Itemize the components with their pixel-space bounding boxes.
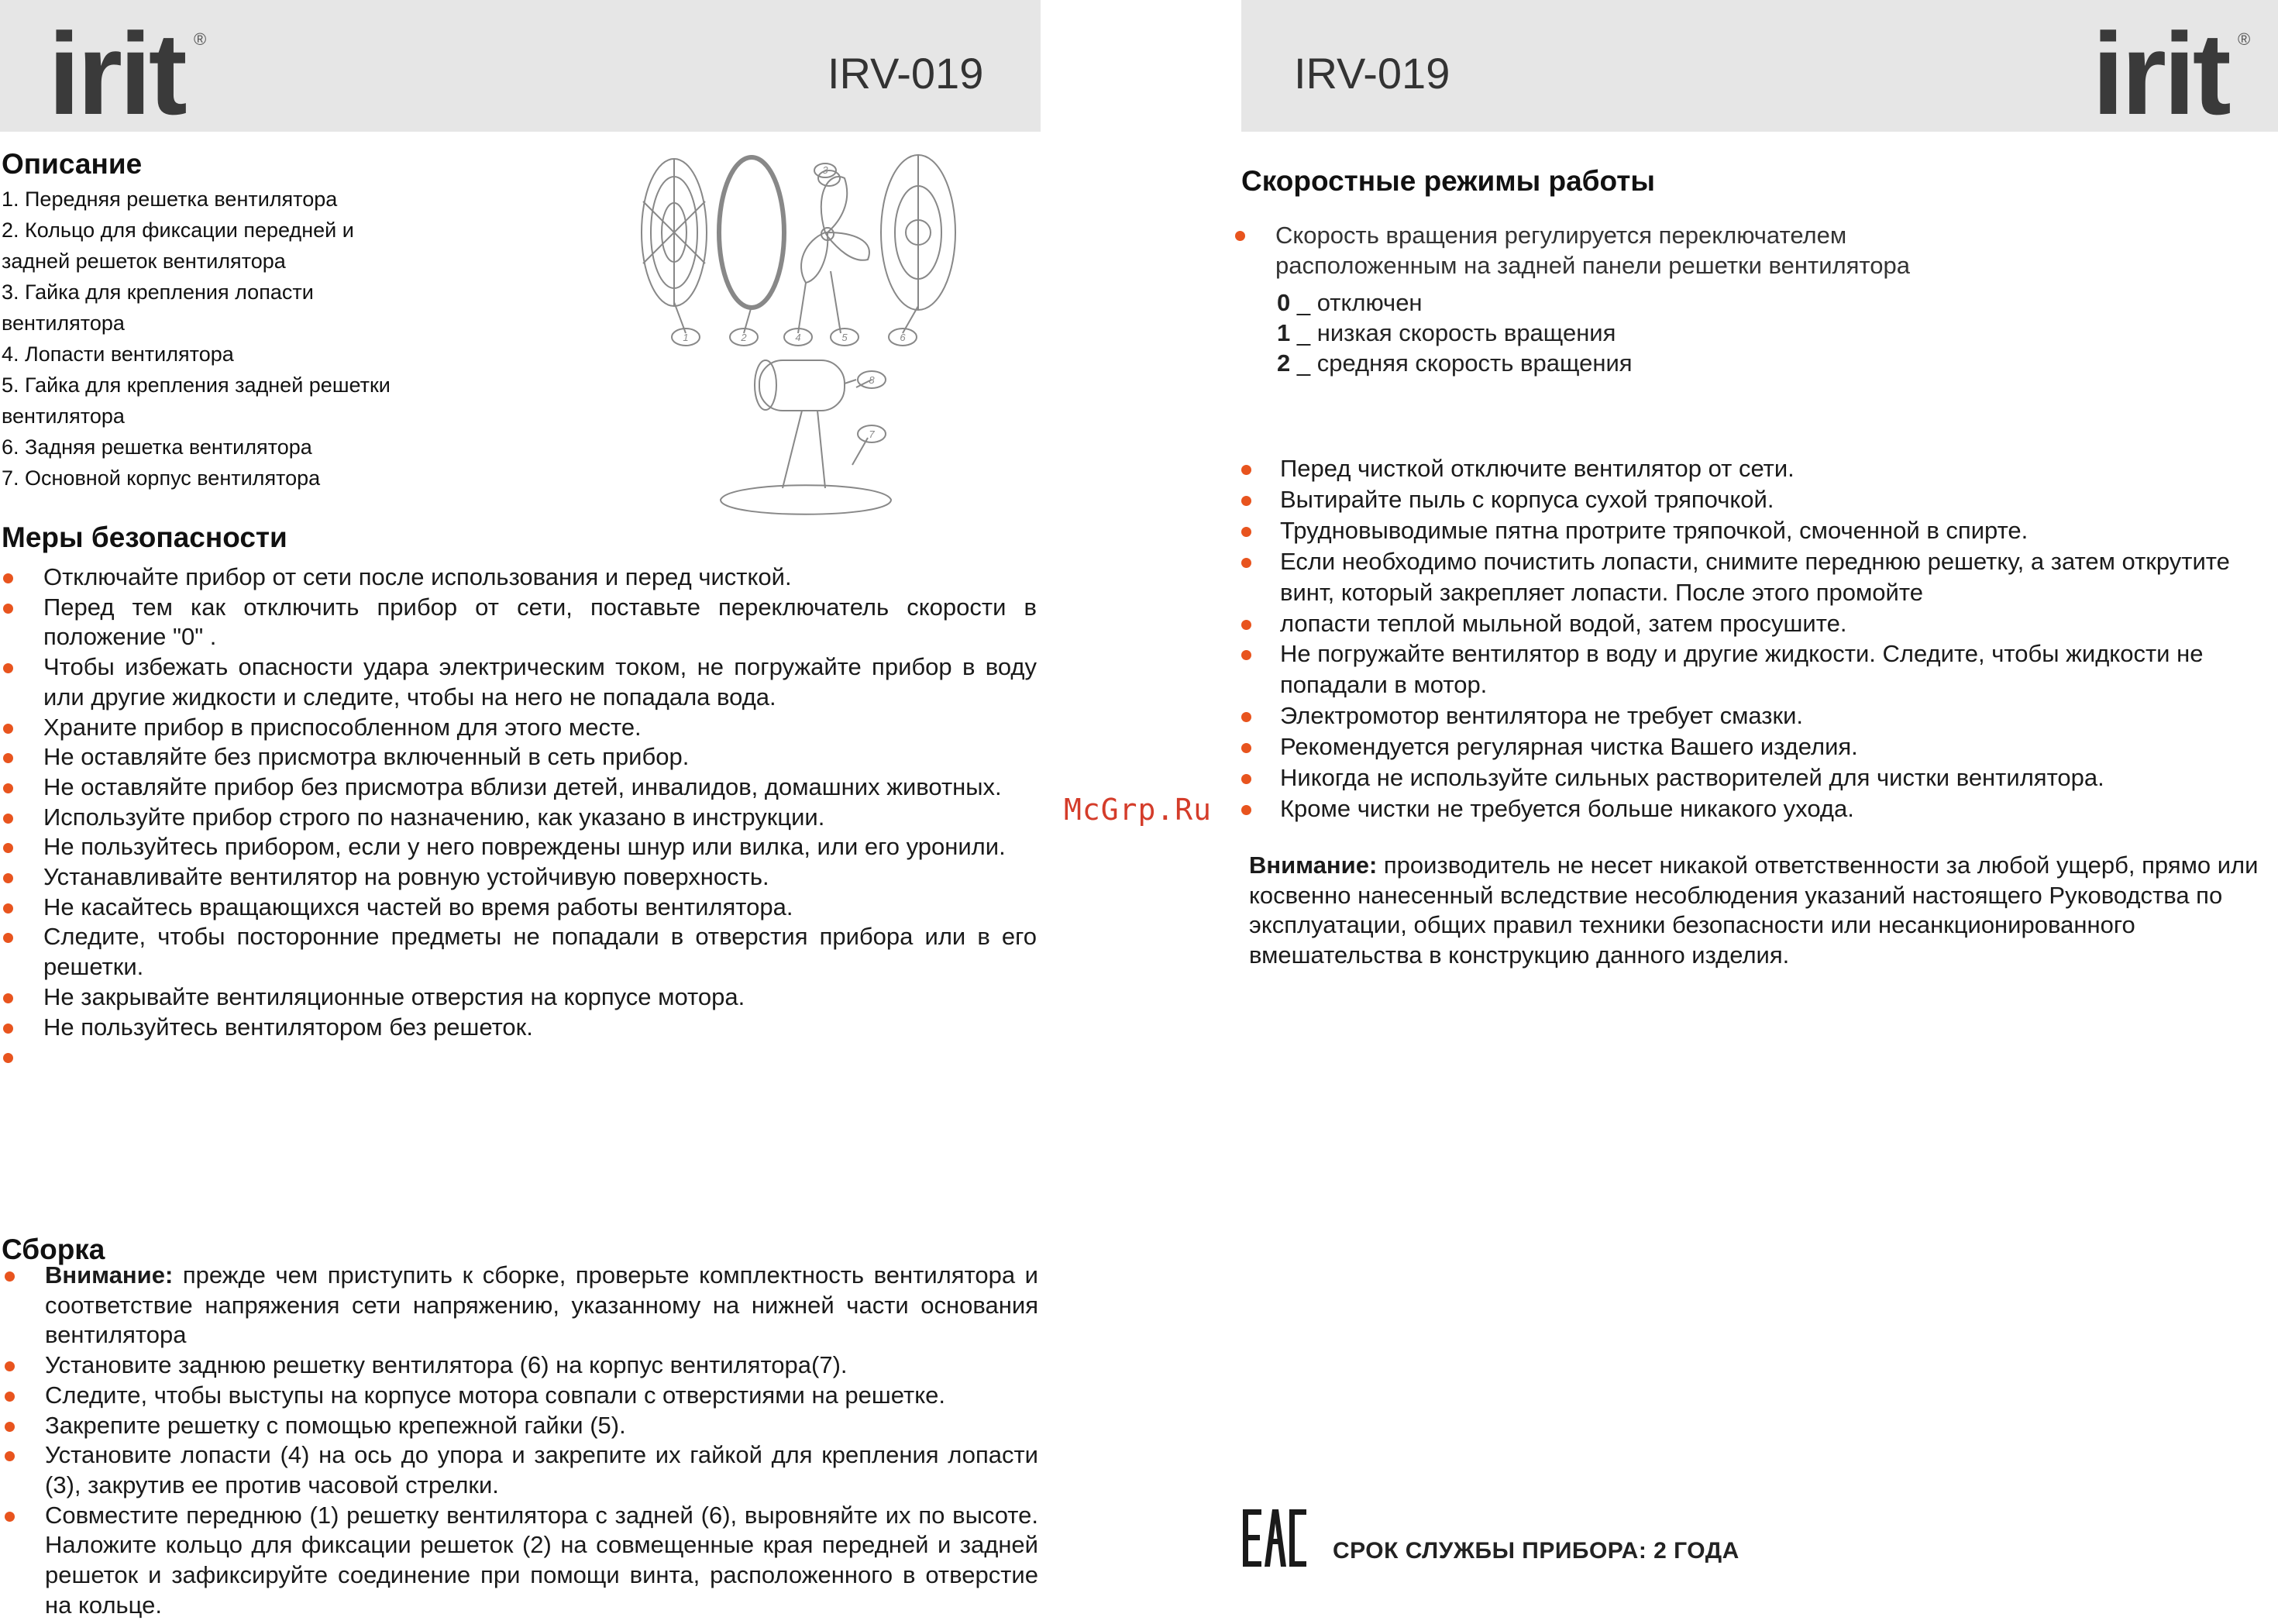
list-item: 1. Передняя решетка вентилятора [2, 188, 338, 211]
list-item: 2. Кольцо для фиксации передней и [2, 218, 354, 242]
rear-grille-drawing [881, 155, 955, 310]
assembly-title: Сборка [2, 1233, 105, 1265]
list-item: Отключайте прибор от сети после использования и перед чисткой. [0, 563, 1037, 593]
list-item: Используйте прибор строго по назначению, как указано в инструкции. [0, 803, 1037, 833]
speed-intro-list [1232, 220, 2007, 280]
assembly-warning [2, 1261, 1038, 1350]
list-item: Не пользуйтесь вентилятором без решеток. [0, 1013, 1037, 1043]
liability-text: производитель не несет никакой ответственности за любой ущерб, прямо или косвенно нанесенный вследствие несоблюдения указаний настоящего Руководства по эксплуатации, общих правил техники безопасности или несанкционированного вмешательства в конструкцию данного изделия. [1249, 852, 2259, 969]
speed-level-number: 1 [1277, 319, 1291, 346]
callout-label: 7 [869, 428, 875, 440]
watermark-text: McGrp.Ru [1064, 793, 1213, 827]
list-item: 5. Гайка для крепления задней решетки [2, 373, 391, 397]
list-item: вентилятора [2, 311, 125, 335]
list-item-empty [0, 1042, 1037, 1072]
list-item: Кроме чистки не требуется больше никакого ухода. [1237, 793, 2259, 824]
logo-text: irit [48, 9, 184, 139]
callout-label: 5 [841, 332, 848, 343]
list-item: 4. Лопасти вентилятора [2, 342, 234, 366]
speed-level-number: 0 [1277, 289, 1291, 316]
list-item: Трудновыводимые пятна протрите тряпочкой, смоченной в спирте. [1237, 515, 2259, 546]
list-item: 3. Гайка для крепления лопасти [2, 280, 314, 304]
safety-list [0, 563, 1037, 1072]
callout-label: 6 [900, 332, 906, 343]
callout-label: 4 [795, 332, 801, 343]
logo-text: irit [2092, 9, 2228, 139]
list-item: Закрепите решетку с помощью крепежной гайки (5). [2, 1411, 1038, 1441]
callout-label: 2 [741, 332, 747, 343]
list-item: Если необходимо почистить лопасти, снимите переднюю решетку, а затем открутите винт, который закрепляет лопасти. После этого промойте [1237, 546, 2259, 608]
list-item: Установите заднюю решетку вентилятора (6) на корпус вентилятора(7). [2, 1350, 1038, 1381]
list-item: Не закрывайте вентиляционные отверстия на корпусе мотора. [0, 982, 1037, 1013]
list-item: задней решеток вентилятора [2, 249, 286, 273]
list-item: Рекомендуется регулярная чистка Вашего изделия. [1237, 731, 2259, 762]
list-item: Следите, чтобы выступы на корпусе мотора совпали с отверстиями на решетке. [2, 1381, 1038, 1411]
callout-label: 1 [683, 332, 689, 343]
callout-label: 3 [822, 164, 828, 176]
list-item: 6. Задняя решетка вентилятора [2, 435, 312, 459]
brand-logo-right [2092, 9, 2251, 139]
list-item: Не погружайте вентилятор в воду и другие жидкости. Следите, чтобы жидкости не попадали в мотор. [1237, 638, 2259, 700]
list-item: Не оставляйте без присмотра включенный в сеть прибор. [0, 742, 1037, 772]
liability-label: Внимание: [1249, 852, 1378, 879]
assembly-list [2, 1261, 1038, 1620]
warning-text: прежде чем приступить к сборке, проверьте комплектность вентилятора и соответствие напряжения сети напряжению, указанному на нижней части основания вентилятора [45, 1261, 1038, 1349]
list-item: Вытирайте пыль с корпуса сухой тряпочкой. [1237, 484, 2259, 515]
speed-level-text: _ низкая скорость вращения [1290, 319, 1616, 346]
warning-label: Внимание: [45, 1261, 174, 1289]
list-item: Никогда не используйте сильных растворителей для чистки вентилятора. [1237, 762, 2259, 793]
list-item: Перед тем как отключить прибор от сети, поставьте переключатель скорости в положение "0" . [0, 593, 1037, 652]
list-item: Чтобы избежать опасности удара электрическим током, не погружайте прибор в воду или другие жидкости и следите, чтобы на него не попадала вода. [0, 652, 1037, 712]
care-list [1237, 453, 2259, 824]
motor-body-drawing [721, 360, 891, 514]
speed-intro: Скорость вращения регулируется переключателем расположенным на задней панели решетки вентилятора [1232, 220, 2007, 280]
list-item: Совместите переднюю (1) решетку вентилятора с задней (6), выровняйте их по высоте. Наложите кольцо для фиксации решеток (2) на совмещенные края передней и задней решеток и зафиксируйте соединение при помощи винта, расположенного в отверстие на кольце. [2, 1501, 1038, 1621]
list-item: 7. Основной корпус вентилятора [2, 466, 321, 490]
list-item: Устанавливайте вентилятор на ровную устойчивую поверхность. [0, 862, 1037, 893]
front-grille-drawing [642, 159, 707, 306]
speed-levels-list [1277, 287, 1633, 378]
list-item: Храните прибор в приспособленном для этого месте. [0, 713, 1037, 743]
safety-title: Меры безопасности [2, 521, 287, 553]
blades-drawing [801, 170, 869, 283]
speed-level [1277, 348, 1633, 378]
brand-logo-left [48, 9, 207, 139]
model-number-left: IRV-019 [828, 49, 984, 98]
list-item: Установите лопасти (4) на ось до упора и закрепите их гайкой для крепления лопасти (3), закрутив ее против часовой стрелки. [2, 1440, 1038, 1500]
speed-level-number: 2 [1277, 349, 1291, 377]
registered-mark: ® [194, 29, 207, 49]
callout-label: 8 [869, 374, 875, 386]
fan-exploded-diagram [620, 147, 992, 550]
speed-level [1277, 287, 1633, 318]
speed-level-text: _ отключен [1290, 289, 1423, 316]
model-number-right: IRV-019 [1294, 49, 1450, 98]
speed-level-text: _ средняя скорость вращения [1290, 349, 1633, 377]
list-item: вентилятора [2, 404, 125, 428]
service-life: СРОК СЛУЖБЫ ПРИБОРА: 2 ГОДА [1333, 1538, 1739, 1564]
speed-level [1277, 318, 1633, 348]
registered-mark: ® [2238, 29, 2251, 49]
list-item: Электромотор вентилятора не требует смазки. [1237, 700, 2259, 731]
list-item: Не оставляйте прибор без присмотра вблизи детей, инвалидов, домашних животных. [0, 772, 1037, 803]
list-item: Перед чисткой отключите вентилятор от сети. [1237, 453, 2259, 484]
speed-title: Скоростные режимы работы [1241, 165, 1655, 197]
eac-certification-icon [1243, 1509, 1306, 1567]
list-item: Следите, чтобы посторонние предметы не попадали в отверстия прибора или в его решетки. [0, 922, 1037, 982]
description-list [2, 184, 482, 494]
list-item: лопасти теплой мыльной водой, затем просушите. [1237, 608, 2259, 639]
ring-drawing [719, 157, 784, 308]
description-title: Описание [2, 148, 143, 180]
liability-warning [1249, 851, 2272, 970]
list-item: Не пользуйтесь прибором, если у него повреждены шнур или вилка, или его уронили. [0, 832, 1037, 862]
list-item: Не касайтесь вращающихся частей во время работы вентилятора. [0, 893, 1037, 923]
